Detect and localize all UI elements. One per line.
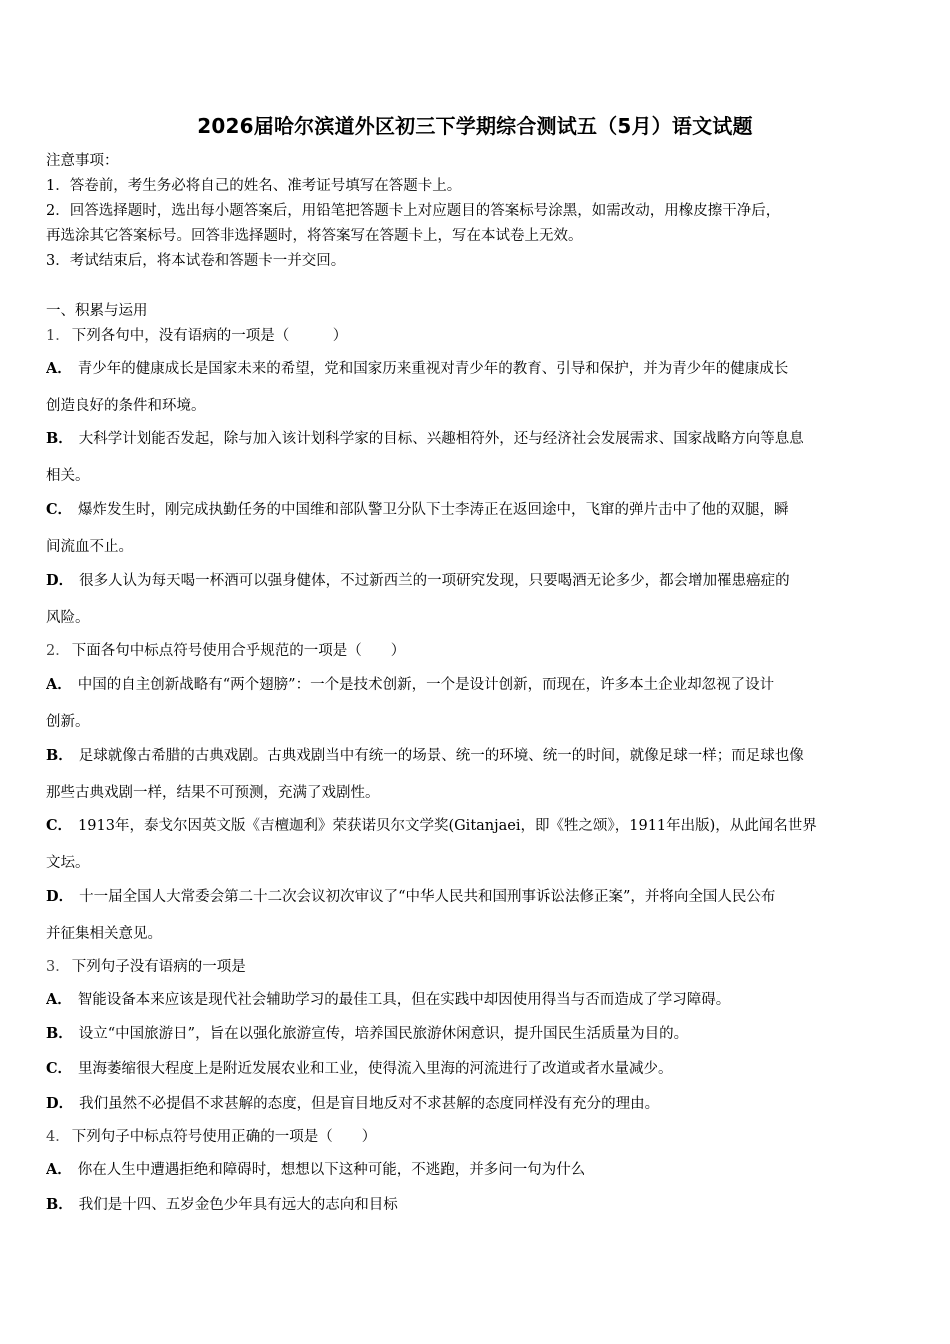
option-letter: C． [46, 501, 73, 518]
option-continuation: 并征集相关意见。 [46, 926, 162, 942]
option-text: 大科学计划能否发起，除与加入该计划科学家的目标、兴趣相符外，还与经济社会发展需求、国家战略方向等息息 [78, 431, 804, 447]
notice-item: 2．回答选择题时，选出每小题答案后，用铅笔把答题卡上对应题目的答案标号涂黑，如需改动，用橡皮擦干净后， [46, 203, 781, 219]
option-line [46, 1024, 908, 1044]
option-text: 里海萎缩很大程度上是附近发展农业和工业，使得流入里海的河流进行了改道或者水量减少。 [78, 1061, 673, 1077]
notice-heading: 注意事项： [46, 153, 119, 169]
option-letter: C． [46, 817, 73, 834]
option-letter: B． [46, 430, 73, 447]
notice-item: 3．考试结束后，将本试卷和答题卡一并交回。 [46, 253, 346, 269]
option-continuation: 创造良好的条件和环境。 [46, 398, 206, 414]
question-number: 2． [46, 643, 70, 659]
option-continuation: 风险。 [46, 610, 90, 626]
option-letter: A． [46, 676, 72, 693]
section-heading: 一、积累与运用 [46, 303, 148, 319]
option-line [46, 1059, 908, 1079]
option-letter: D． [46, 572, 74, 589]
notice-item: 再选涂其它答案标号。回答非选择题时，将答案写在答题卡上，写在本试卷上无效。 [46, 228, 583, 244]
option-line [46, 1160, 908, 1180]
option-text: 中国的自主创新战略有“两个翅膀”：一个是技术创新，一个是设计创新，而现在，许多本土企业却忽视了设计 [77, 677, 775, 693]
question-number: 3． [46, 959, 70, 975]
option-text: 十一届全国人大常委会第二十二次会议初次审议了“中华人民共和国刑事诉讼法修正案”，并将向全国人民公布 [79, 889, 776, 905]
option-line [46, 571, 908, 591]
option-line [46, 429, 908, 449]
question-text: 下列句子没有语病的一项是 [71, 959, 246, 975]
question-stem [46, 1127, 908, 1147]
option-text: 我们是十四、五岁金色少年具有远大的志向和目标 [78, 1197, 398, 1213]
option-letter: A． [46, 1161, 72, 1178]
option-line [46, 887, 908, 907]
notice-item: 1．答卷前，考生务必将自己的姓名、准考证号填写在答题卡上。 [46, 178, 462, 194]
option-line [46, 816, 908, 836]
option-line [46, 675, 908, 695]
option-letter: B． [46, 1196, 73, 1213]
question-stem [46, 326, 908, 346]
question-number: 1． [46, 328, 70, 344]
question-text: 下列句子中标点符号使用正确的一项是（ ） [71, 1129, 377, 1145]
option-letter: D． [46, 1095, 74, 1112]
option-line [46, 500, 908, 520]
question-stem [46, 641, 908, 661]
option-text: 我们虽然不必提倡不求甚解的态度，但是盲目地反对不求甚解的态度同样没有充分的理由。 [79, 1096, 660, 1112]
option-continuation: 间流血不止。 [46, 539, 133, 555]
option-text: 设立“中国旅游日”，旨在以强化旅游宣传，培养国民旅游休闲意识，提升国民生活质量为目的。 [78, 1026, 689, 1042]
question-number: 4． [46, 1129, 70, 1145]
option-continuation: 文坛。 [46, 855, 90, 871]
option-line [46, 1094, 908, 1114]
option-text: 爆炸发生时，刚完成执勤任务的中国维和部队警卫分队下士李涛正在返回途中，飞窜的弹片击中了他的双腿，瞬 [78, 502, 789, 518]
option-letter: D． [46, 888, 74, 905]
question-text: 下面各句中标点符号使用合乎规范的一项是（ ） [71, 643, 406, 659]
option-letter: A． [46, 991, 72, 1008]
option-line [46, 1195, 908, 1215]
option-text: 你在人生中遭遇拒绝和障碍时，想想以下这种可能，不逃跑，并多问一句为什么 [77, 1162, 586, 1178]
question-stem [46, 957, 908, 977]
option-text: 足球就像古希腊的古典戏剧。古典戏剧当中有统一的场景、统一的环境、统一的时间，就像足球一样；而足球也像 [78, 748, 804, 764]
option-continuation: 那些古典戏剧一样，结果不可预测，充满了戏剧性。 [46, 785, 380, 801]
exam-title: 2026届哈尔滨道外区初三下学期综合测试五（5月）语文试题 [197, 114, 753, 138]
question-text: 下列各句中，没有语病的一项是（ ） [71, 328, 348, 344]
option-line [46, 746, 908, 766]
option-line [46, 990, 908, 1010]
option-letter: C． [46, 1060, 73, 1077]
option-line [46, 359, 908, 379]
option-continuation: 相关。 [46, 468, 90, 484]
option-letter: B． [46, 747, 73, 764]
option-letter: A． [46, 360, 72, 377]
option-text: 青少年的健康成长是国家未来的希望，党和国家历来重视对青少年的教育、引导和保护，并为青少年的健康成长 [77, 361, 789, 377]
option-text: 1913年，泰戈尔因英文版《吉檀迦利》荣获诺贝尔文学奖(Gitanjaei，即《牲之颂》，1911年出版)，从此闻名世界 [78, 818, 817, 834]
option-text: 很多人认为每天喝一杯酒可以强身健体，不过新西兰的一项研究发现，只要喝酒无论多少，都会增加罹患癌症的 [79, 573, 790, 589]
option-continuation: 创新。 [46, 714, 90, 730]
option-letter: B． [46, 1025, 73, 1042]
option-text: 智能设备本来应该是现代社会辅助学习的最佳工具，但在实践中却因使用得当与否而造成了学习障碍。 [77, 992, 731, 1008]
